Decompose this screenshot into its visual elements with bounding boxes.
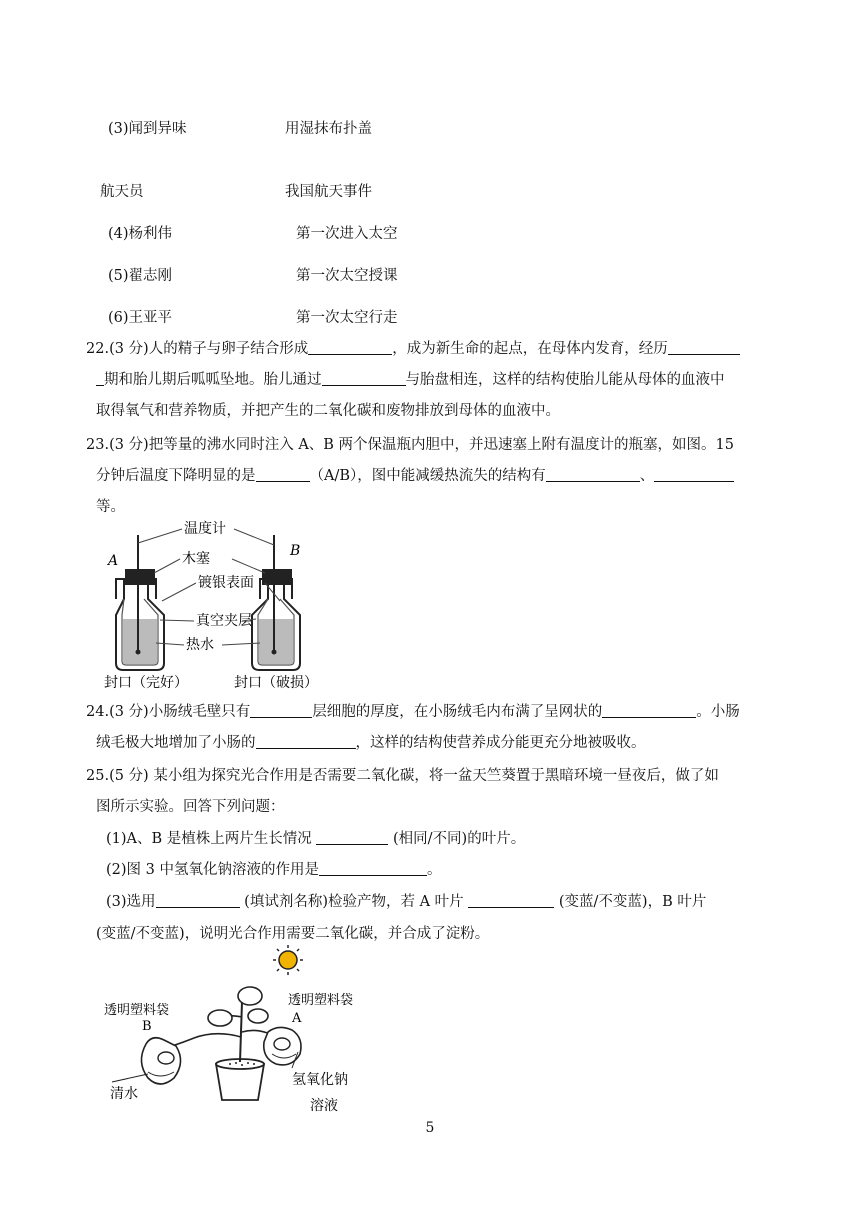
q22-blank1[interactable]: [308, 340, 392, 355]
match-row3-left: (3)闻到异味: [108, 121, 187, 137]
q24-blank2[interactable]: [602, 703, 696, 718]
label-clear-water: 清水: [110, 1086, 138, 1102]
q25-blank4[interactable]: [468, 893, 554, 908]
q23-line3: 等。: [96, 499, 125, 515]
q23-blank3[interactable]: [654, 467, 734, 482]
label-seal-a: 封口（完好）: [104, 675, 188, 691]
label-bag-b: 透明塑料袋: [104, 1003, 170, 1018]
q22-number: 22.: [86, 341, 110, 357]
q24-number: 24.: [86, 704, 110, 720]
label-naoh-1: 氢氧化钠: [292, 1072, 348, 1088]
q23-number: 23.: [86, 437, 110, 453]
match-row4-left: (4)杨利伟: [108, 226, 173, 242]
label-b: B: [142, 1019, 152, 1034]
q23-blank1[interactable]: [256, 467, 310, 482]
label-vacuum-layer: 真空夹层: [196, 613, 252, 629]
label-cork: 木塞: [182, 551, 210, 567]
q24-line2: 绒毛极大地增加了小肠的 ，这样的结构使营养成分能更充分地被吸收。: [96, 735, 646, 751]
sun-icon: [273, 945, 303, 975]
q24-blank3[interactable]: [256, 734, 356, 749]
match-row5-left: (5)翟志刚: [108, 268, 173, 284]
thermos-label-a: A: [108, 553, 119, 569]
q23-line1: 23.(3 分)把等量的沸水同时注入 A、B 两个保温瓶内胆中，并迅速塞上附有温度计的瓶塞，如图。15: [86, 437, 735, 453]
match-header-left: 航天员: [100, 184, 144, 200]
thermos-figure: [100, 515, 360, 693]
bag-b: [141, 1038, 180, 1084]
q23-line2: 分钟后温度下降明显的是 （A/B），图中能减缓热流失的结构有 、: [96, 466, 734, 486]
label-thermometer: 温度计: [184, 521, 226, 537]
q22-blank3[interactable]: [322, 371, 406, 386]
q25-blank3[interactable]: [156, 893, 240, 908]
match-row4-right: 第一次进入太空: [296, 226, 398, 242]
q25-sub3-cont: (变蓝/不变蓝)，说明光合作用需要二氧化碳，并合成了淀粉。: [96, 926, 490, 942]
q25-line1: 25.(5 分) 某小组为探究光合作用是否需要二氧化碳，将一盆天竺葵置于黑暗环境一昼夜后，做了如: [86, 768, 719, 784]
label-hot-water: 热水: [186, 637, 214, 653]
q24-line1: 24.(3 分)小肠绒毛壁只有 层细胞的厚度，在小肠绒毛内布满了呈网状的 。小肠: [86, 704, 740, 720]
q25-blank1[interactable]: [316, 830, 388, 845]
flower-pot: [216, 1059, 264, 1100]
q23-blank2[interactable]: [546, 467, 640, 482]
q25-number: 25.: [86, 768, 110, 784]
q25-line2: 图所示实验。回答下列问题：: [96, 799, 285, 815]
q22-line1: 22.(3 分)人的精子与卵子结合形成 ，成为新生命的起点，在母体内发育，经历: [86, 339, 740, 359]
page-number: 5: [425, 1120, 435, 1136]
match-row5-right: 第一次太空授课: [296, 268, 398, 284]
q22-blank2[interactable]: [668, 340, 740, 355]
label-naoh-2: 溶液: [310, 1098, 338, 1114]
q25-sub1: (1)A、B 是植株上两片生长情况 (相同/不同)的叶片。: [106, 831, 526, 847]
q25-sub3: (3)选用 (填试剂名称)检验产物，若 A 叶片 (变蓝/不变蓝)，B 叶片: [106, 894, 707, 910]
match-row6-right: 第一次太空行走: [296, 310, 398, 326]
thermos-bottle-a: [116, 535, 164, 670]
match-header-right: 我国航天事件: [285, 184, 372, 200]
label-seal-b: 封口（破损）: [234, 675, 318, 691]
q22-line3: 取得氧气和营养物质，并把产生的二氧化碳和废物排放到母体的血液中。: [96, 403, 560, 419]
plant-figure: [96, 942, 386, 1117]
match-row3-right: 用湿抹布扑盖: [285, 121, 372, 137]
label-silver-surface: 镀银表面: [198, 575, 254, 591]
label-a: A: [292, 1011, 302, 1026]
q25-sub2: (2)图 3 中氢氧化钠溶液的作用是 。: [106, 862, 442, 878]
match-row6-left: (6)王亚平: [108, 310, 173, 326]
q22-line2: 期和胎儿期后呱呱坠地。胎儿通过 与胎盘相连，这样的结构使胎儿能从母体的血液中: [96, 370, 725, 390]
label-bag-a: 透明塑料袋: [288, 993, 354, 1008]
q25-blank2[interactable]: [319, 861, 427, 876]
q22-blank2-cont: [96, 371, 104, 386]
thermos-label-b: B: [290, 543, 301, 559]
q24-blank1[interactable]: [250, 703, 312, 718]
